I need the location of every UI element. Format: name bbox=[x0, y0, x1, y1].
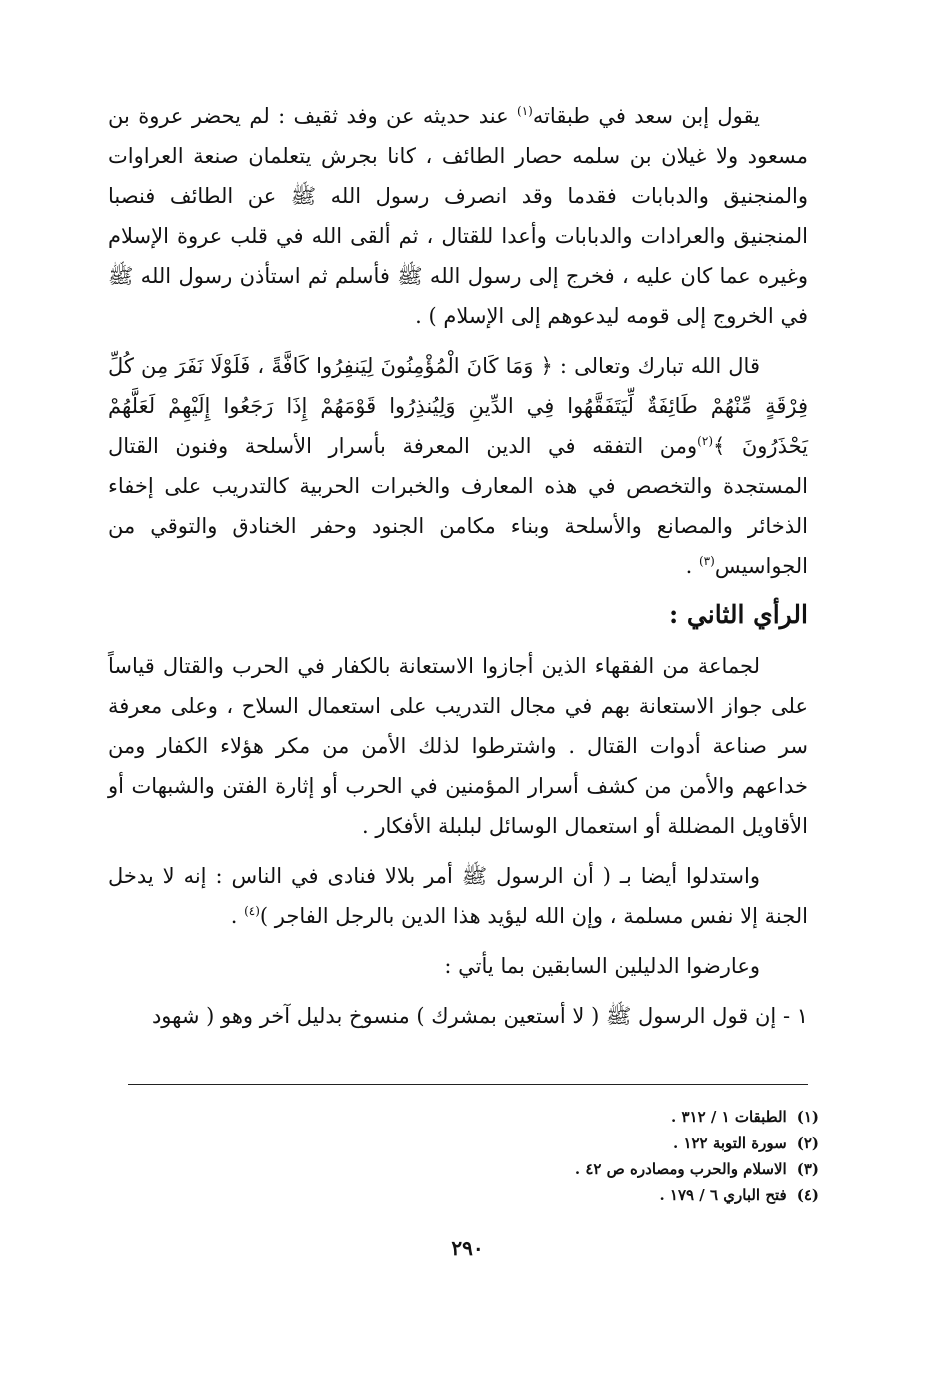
footnote-text: فتح الباري ٦ / ١٧٩ . bbox=[659, 1186, 787, 1204]
footnotes bbox=[319, 1104, 819, 1208]
paragraph-text: يقول إبن سعد في طبقاته bbox=[532, 104, 760, 128]
paragraph-text: ومن التفقه في الدين المعرفة بأسرار الأسلحة وفنون القتال المستجدة والتخصص في هذه المعارف والخبرات الحربية كالتدريب على إخفاء الذخائر والمصانع والأسلحة وبناء مكامن الجنود وحفر الخنادق والتوقي من الجواسيس bbox=[108, 434, 808, 578]
main-text bbox=[108, 96, 808, 1036]
footnote-text: الطبقات ١ / ٣١٢ . bbox=[671, 1108, 787, 1126]
footnote-item bbox=[319, 1130, 819, 1156]
footnote-item bbox=[319, 1104, 819, 1130]
paragraph-quran-verse bbox=[108, 346, 808, 586]
paragraph-evidence bbox=[108, 856, 808, 936]
page-number: ٢٩٠ bbox=[451, 1236, 484, 1260]
footnote-item bbox=[319, 1156, 819, 1182]
footnote-number: (٤) bbox=[796, 1186, 819, 1204]
section-heading: الرأي الثاني : bbox=[668, 600, 808, 629]
paragraph-objection: وعارضوا الدليلين السابقين بما يأتي : bbox=[444, 954, 760, 978]
footnote-item bbox=[319, 1182, 819, 1208]
footnote-ref: (٢) bbox=[697, 434, 713, 448]
paragraph-text: . bbox=[230, 904, 245, 928]
paragraph-point-one: ١ - إن قول الرسول ﷺ ( لا أستعين بمشرك ) منسوخ بدليل آخر وهو ( شهود bbox=[151, 1004, 808, 1028]
quran-quote: قال الله تبارك وتعالى : ﴿ وَمَا كَانَ الْمُؤْمِنُونَ لِيَنفِرُوا كَافَّةً ، فَلَوْلَا نَفَرَ مِن كُلِّ فِرْقَةٍ مِّنْهُمْ طَائِفَةٌ لِّيَتَفَقَّهُوا فِي الدِّينِ وَلِيُنذِرُوا قَوْمَهُمْ إِذَا رَجَعُوا إِلَيْهِمْ لَعَلَّهُمْ يَحْذَرُونَ ﴾ bbox=[108, 354, 808, 458]
footnote-ref: (١) bbox=[517, 104, 533, 118]
footnote-divider bbox=[128, 1084, 808, 1085]
footnote-ref: (٤) bbox=[244, 904, 260, 918]
footnote-number: (٢) bbox=[796, 1134, 819, 1152]
footnote-number: (٣) bbox=[796, 1160, 819, 1178]
footnote-number: (١) bbox=[796, 1108, 819, 1126]
footnote-text: الاسلام والحرب ومصادره ص ٤٢ . bbox=[574, 1160, 787, 1178]
footnote-ref: (٣) bbox=[698, 554, 715, 568]
paragraph-text: عند حديثه عن وفد ثقيف : لم يحضر عروة بن مسعود ولا غيلان بن سلمه حصار الطائف ، كانا بجرش يتعلمان صنعة العراوات والمنجنيق والدبابات فقدما وقد انصرف رسول الله ﷺ عن الطائف فنصبا المنجنيق والعرادات والدبابات وأعدا للقتال ، ثم ألقى الله في قلب عروة الإسلام وغيره عما كان عليه ، فخرج إلى رسول الله ﷺ فأسلم ثم استأذن رسول الله ﷺ في الخروج إلى قومه ليدعوهم إلى الإسلام ) . bbox=[108, 104, 808, 328]
paragraph-ibn-saad bbox=[108, 96, 808, 336]
paragraph-second-opinion: لجماعة من الفقهاء الذين أجازوا الاستعانة بالكفار في الحرب والقتال قياساً على جواز الاستعانة بهم في مجال التدريب على استعمال السلاح ، وعلى معرفة سر صناعة أدوات القتال . واشترطوا لذلك الأمن من مكر هؤلاء الكفار ومن خداعهم والأمن من كشف أسرار المؤمنين في الحرب أو إثارة الفتن والشبهات أو الأقاويل المضللة أو استعمال الوسائل لبلبلة الأفكار . bbox=[108, 654, 808, 838]
paragraph-text: واستدلوا أيضا بـ ( أن الرسول ﷺ أمر بلالا فنادى في الناس : إنه لا يدخل الجنة إلا نفس مسلمة ، وإن الله ليؤيد هذا الدين بالرجل الفاجر ) bbox=[108, 864, 808, 928]
footnote-text: سورة التوبة ١٢٢ . bbox=[672, 1134, 787, 1152]
paragraph-text: . bbox=[685, 554, 699, 578]
